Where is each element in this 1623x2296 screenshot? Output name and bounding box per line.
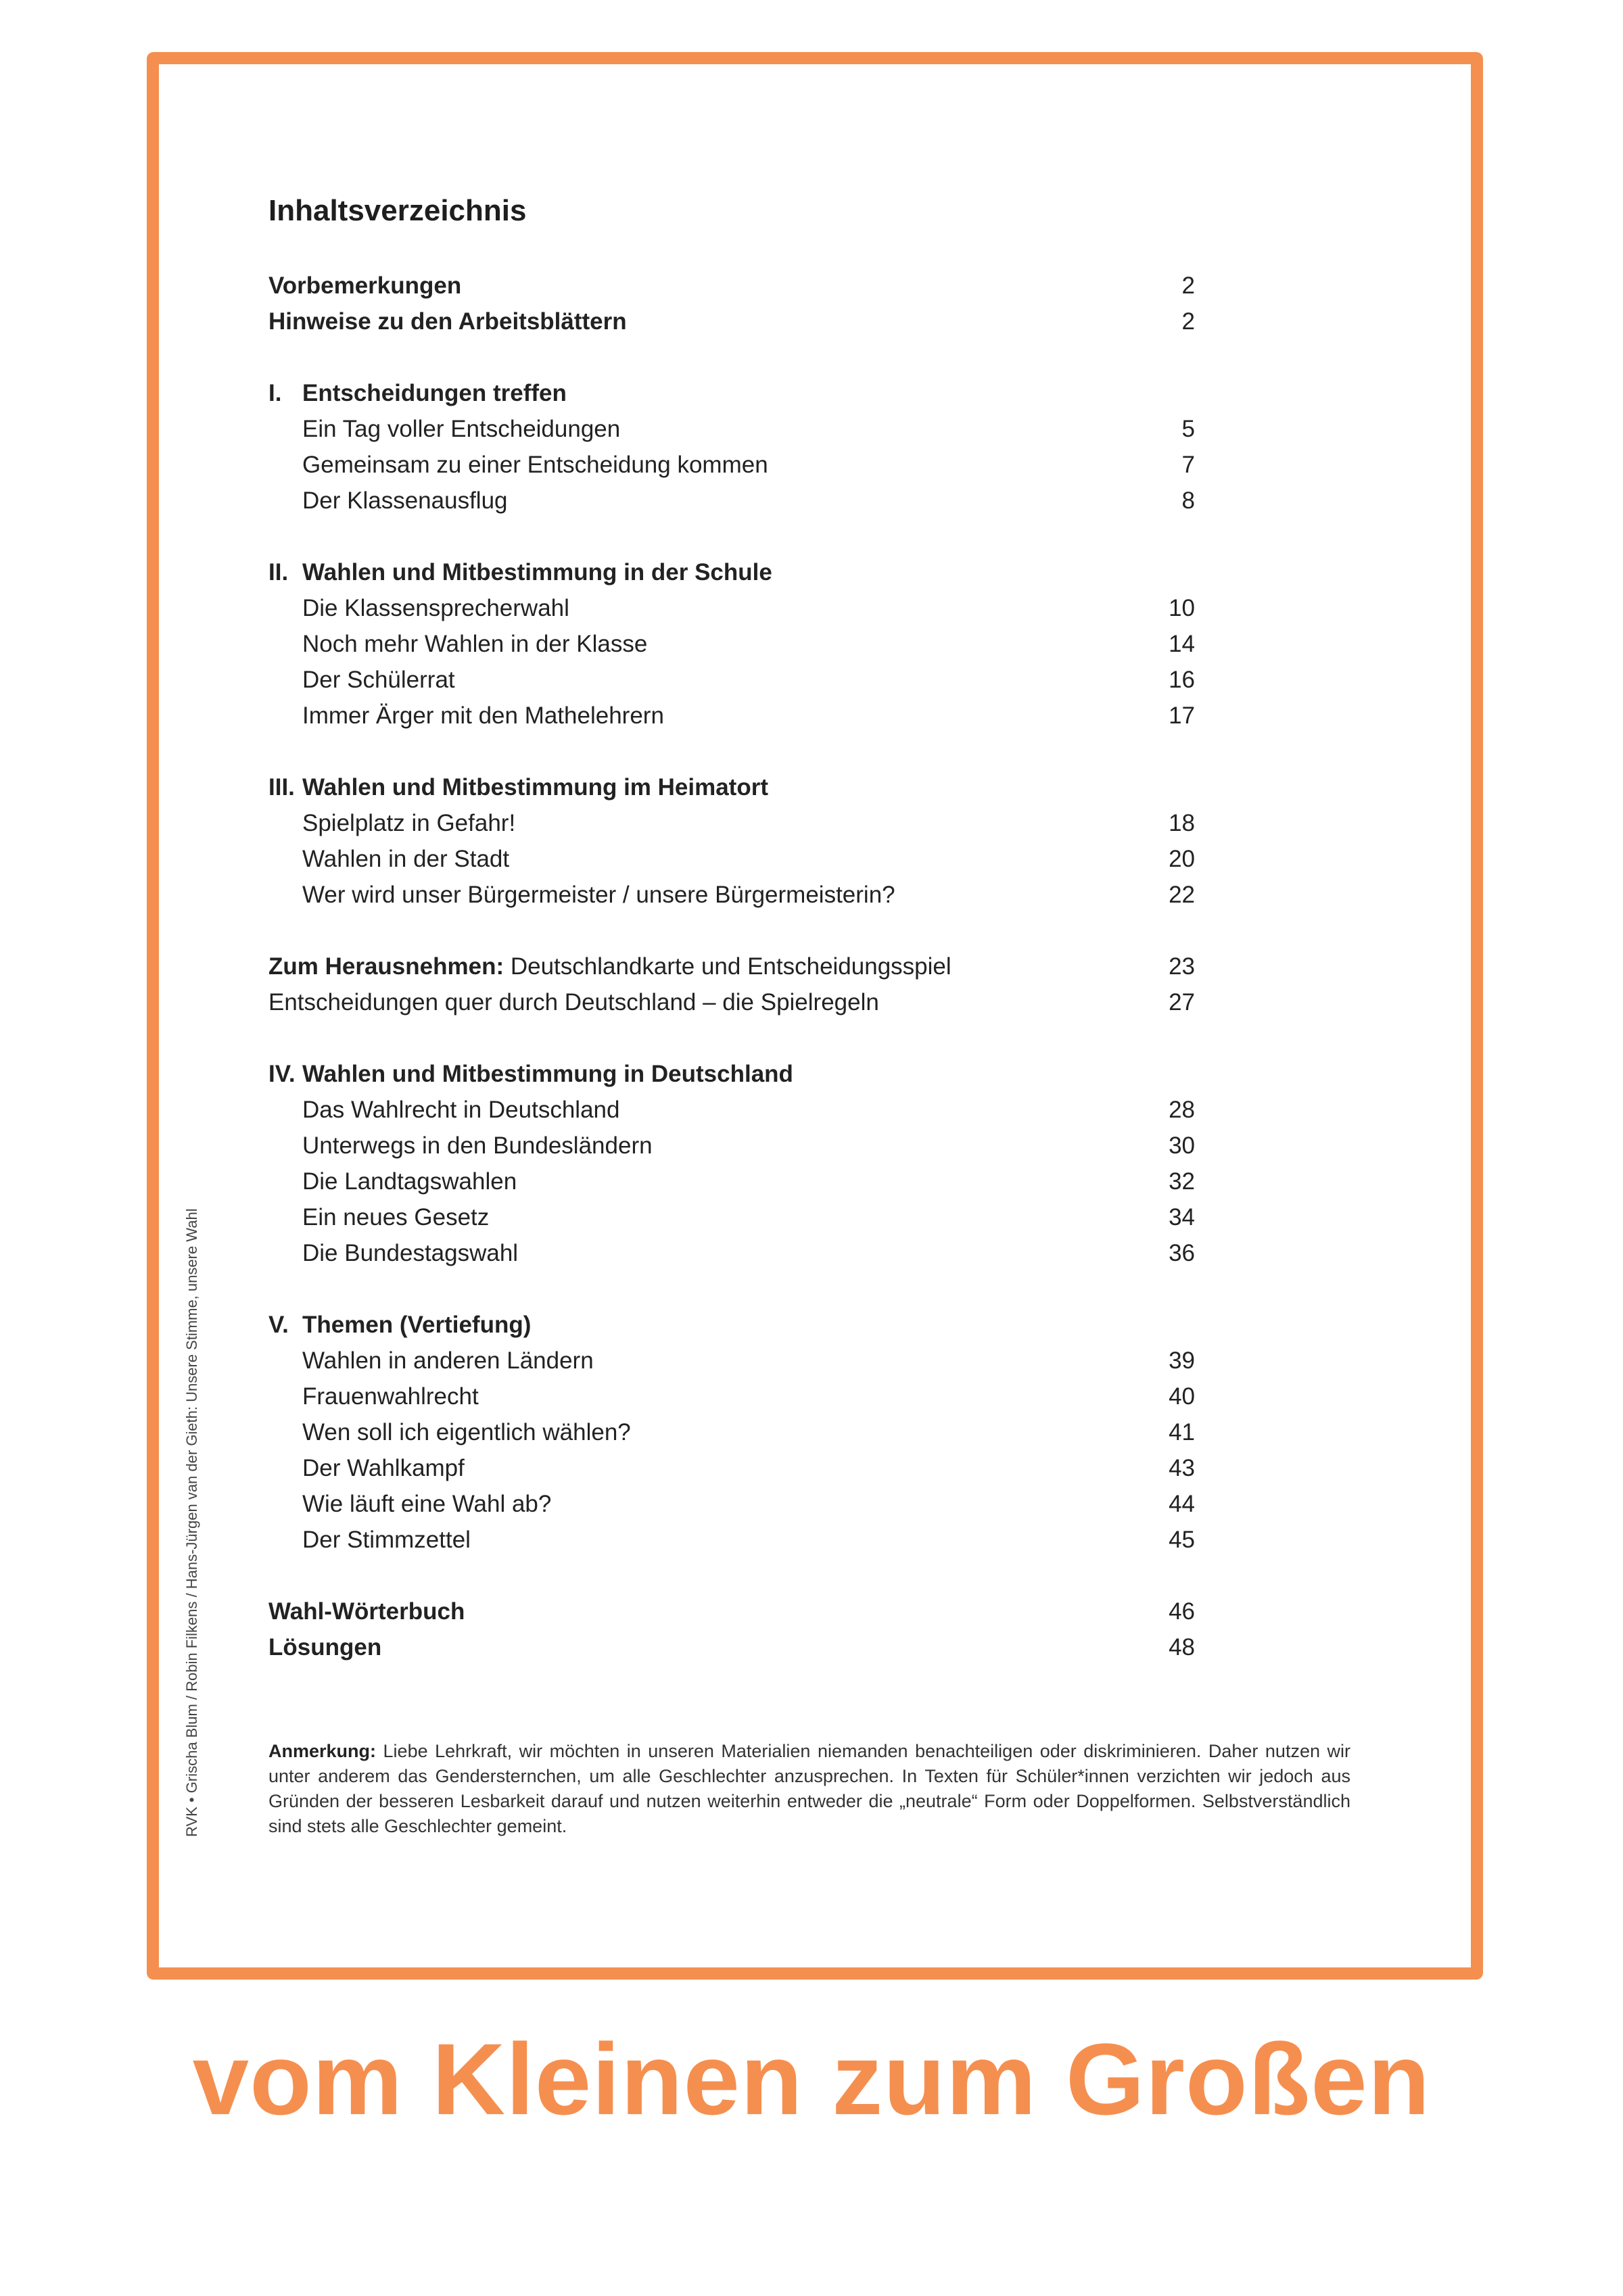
toc-entry-title [268,1414,631,1450]
toc-entry [268,662,1195,698]
toc-section-heading [268,554,1195,590]
toc-page-number: 46 [1169,1598,1195,1625]
section-number: III. [268,774,295,800]
toc-entry [268,1414,1195,1450]
toc-entry [268,1164,1195,1199]
toc-entry-title [268,483,508,519]
toc-entry-label: Wahlen und Mitbestimmung in der Schule [302,559,772,585]
toc-spacer [268,339,1195,375]
toc-entry-label: Deutschlandkarte und Entscheidungsspiel [504,953,951,980]
toc-entry-title [268,1522,471,1558]
toc-entry-label: Vorbemerkungen [268,272,462,299]
toc-entry [268,984,1195,1020]
toc-entry-label: Wer wird unser Bürgermeister / unsere Bürgermeisterin? [302,882,895,908]
toc-page-number: 48 [1169,1634,1195,1660]
toc-entry-label: Der Schülerrat [302,667,455,693]
toc-entry-title [268,662,455,698]
toc-entry-title [268,1343,594,1379]
toc-entry-label: Wie läuft eine Wahl ab? [302,1491,552,1517]
toc-entry-label: Wahl-Wörterbuch [268,1598,465,1625]
toc-entry-title [268,1629,381,1665]
toc-entry-title [268,1235,518,1271]
toc-entry-label: Entscheidungen quer durch Deutschland – die Spielregeln [268,989,879,1015]
toc-spacer [268,734,1195,769]
toc-entry-label: Gemeinsam zu einer Entscheidung kommen [302,452,768,478]
toc-entry [268,483,1195,519]
toc-entry-title [268,1594,465,1629]
toc-entry-title [268,769,768,805]
toc-entry-title [268,949,951,984]
note [268,1739,1350,1839]
toc-entry-label: Die Klassensprecherwahl [302,595,569,621]
toc-page-number: 34 [1169,1204,1195,1230]
toc-entry [268,877,1195,913]
toc-entry-title [268,1486,551,1522]
toc-entry-label: Der Stimmzettel [302,1527,471,1553]
toc-entry [268,1092,1195,1128]
toc-entry-title [268,1199,489,1235]
toc-page-number: 41 [1169,1419,1195,1445]
toc-entry [268,1235,1195,1271]
toc-entry-label: Entscheidungen treffen [302,380,567,406]
toc-entry-label: Wahlen und Mitbestimmung in Deutschland [302,1061,793,1087]
toc-entry-title [268,626,647,662]
toc-page-number: 32 [1169,1168,1195,1195]
toc-entry [268,1629,1195,1665]
table-of-contents [268,268,1195,1665]
toc-page-number: 22 [1169,882,1195,908]
toc-page-number: 40 [1169,1383,1195,1410]
toc-entry-label: Der Wahlkampf [302,1455,465,1481]
toc-entry-label: Wahlen und Mitbestimmung im Heimatort [302,774,768,800]
toc-entry [268,304,1195,339]
section-number: V. [268,1312,289,1338]
toc-entry [268,1343,1195,1379]
toc-entry [268,411,1195,447]
toc-entry [268,626,1195,662]
toc-entry-title [268,1379,479,1414]
toc-page-number: 10 [1169,595,1195,621]
toc-entry-label: Die Bundestagswahl [302,1240,519,1266]
toc-entry-label: Immer Ärger mit den Mathelehrern [302,702,664,729]
toc-entry-title [268,447,768,483]
toc-entry-title [268,411,620,447]
toc-entry-label: Ein neues Gesetz [302,1204,490,1230]
toc-entry [268,1522,1195,1558]
toc-entry [268,268,1195,304]
toc-page-number: 17 [1169,702,1195,729]
toc-entry [268,698,1195,734]
toc-entry-label: Noch mehr Wahlen in der Klasse [302,631,648,657]
toc-entry [268,447,1195,483]
toc-entry [268,805,1195,841]
toc-entry [268,949,1195,984]
toc-page-number: 8 [1181,487,1195,514]
toc-entry-title [268,1164,517,1199]
toc-entry-title [268,1056,793,1092]
toc-entry-label: Der Klassenausflug [302,487,508,514]
toc-entry-title [268,805,515,841]
toc-entry [268,1128,1195,1164]
toc-entry-label: Das Wahlrecht in Deutschland [302,1097,620,1123]
toc-entry-label: Spielplatz in Gefahr! [302,810,516,836]
toc-entry-label: Frauenwahlrecht [302,1383,479,1410]
toc-entry [268,1450,1195,1486]
toc-entry-title [268,1092,619,1128]
toc-section-heading [268,1056,1195,1092]
page-title: Inhaltsverzeichnis [268,194,527,227]
toc-entry-label: Wahlen in anderen Ländern [302,1347,594,1374]
toc-page-number: 5 [1181,416,1195,442]
toc-entry-title [268,590,569,626]
toc-entry-title [268,375,567,411]
toc-entry-label: Wen soll ich eigentlich wählen? [302,1419,631,1445]
toc-entry [268,1379,1195,1414]
toc-page-number: 23 [1169,953,1195,980]
section-number: I. [268,380,282,406]
toc-page-number: 20 [1169,846,1195,872]
toc-entry-title [268,1128,653,1164]
toc-entry-title [268,877,895,913]
toc-entry-title [268,268,461,304]
toc-page-number: 2 [1181,272,1195,299]
toc-page-number: 18 [1169,810,1195,836]
toc-page-number: 28 [1169,1097,1195,1123]
toc-spacer [268,519,1195,554]
toc-entry-label: Lösungen [268,1634,382,1660]
side-credit: RVK • Grischa Blum / Robin Filkens / Hans-Jürgen van der Gieth: Unsere Stimme, unsere Wahl [183,1208,200,1837]
toc-entry [268,1486,1195,1522]
toc-page-number: 2 [1181,308,1195,335]
toc-entry-title [268,304,627,339]
toc-entry-title [268,1450,465,1486]
toc-page-number: 30 [1169,1132,1195,1159]
tagline: vom Kleinen zum Großen [192,2022,1431,2136]
toc-page-number: 7 [1181,452,1195,478]
toc-page-number: 16 [1169,667,1195,693]
toc-section-heading [268,1307,1195,1343]
toc-entry-prefix: Zum Herausnehmen: [268,953,504,980]
section-number: II. [268,559,289,585]
toc-entry [268,1199,1195,1235]
toc-entry-label: Ein Tag voller Entscheidungen [302,416,621,442]
toc-section-heading [268,375,1195,411]
toc-page-number: 44 [1169,1491,1195,1517]
toc-entry-label: Wahlen in der Stadt [302,846,510,872]
toc-entry-label: Unterwegs in den Bundesländern [302,1132,653,1159]
toc-entry-label: Themen (Vertiefung) [302,1312,532,1338]
toc-entry [268,841,1195,877]
toc-page-number: 27 [1169,989,1195,1015]
toc-entry-title [268,698,664,734]
toc-entry-title [268,984,879,1020]
note-label: Anmerkung: [268,1741,377,1761]
toc-spacer [268,1020,1195,1056]
toc-page-number: 43 [1169,1455,1195,1481]
toc-entry-label: Die Landtagswahlen [302,1168,517,1195]
toc-page-number: 36 [1169,1240,1195,1266]
toc-entry-label: Hinweise zu den Arbeitsblättern [268,308,627,335]
toc-spacer [268,1558,1195,1594]
note-text: Liebe Lehrkraft, wir möchten in unseren Materialien niemanden benachteiligen oder diskriminieren. Daher nutzen wir unter anderem das Gendersternchen, um alle Geschlechter anzusprechen. In Texten für Schüler*innen verzichten wir jedoch aus Gründen der besseren Lesbarkeit darauf und nutzen weiterhin entweder die „neutrale“ Form oder Doppelformen. Selbstverständlich sind stets alle Geschlechter gemeint. [268,1741,1350,1836]
toc-page-number: 45 [1169,1527,1195,1553]
toc-page-number: 14 [1169,631,1195,657]
toc-entry [268,1594,1195,1629]
toc-section-heading [268,769,1195,805]
toc-page-number: 39 [1169,1347,1195,1374]
toc-entry-title [268,554,772,590]
toc-spacer [268,1271,1195,1307]
toc-spacer [268,913,1195,949]
toc-entry [268,590,1195,626]
section-number: IV. [268,1061,296,1087]
toc-entry-title [268,841,509,877]
toc-entry-title [268,1307,531,1343]
